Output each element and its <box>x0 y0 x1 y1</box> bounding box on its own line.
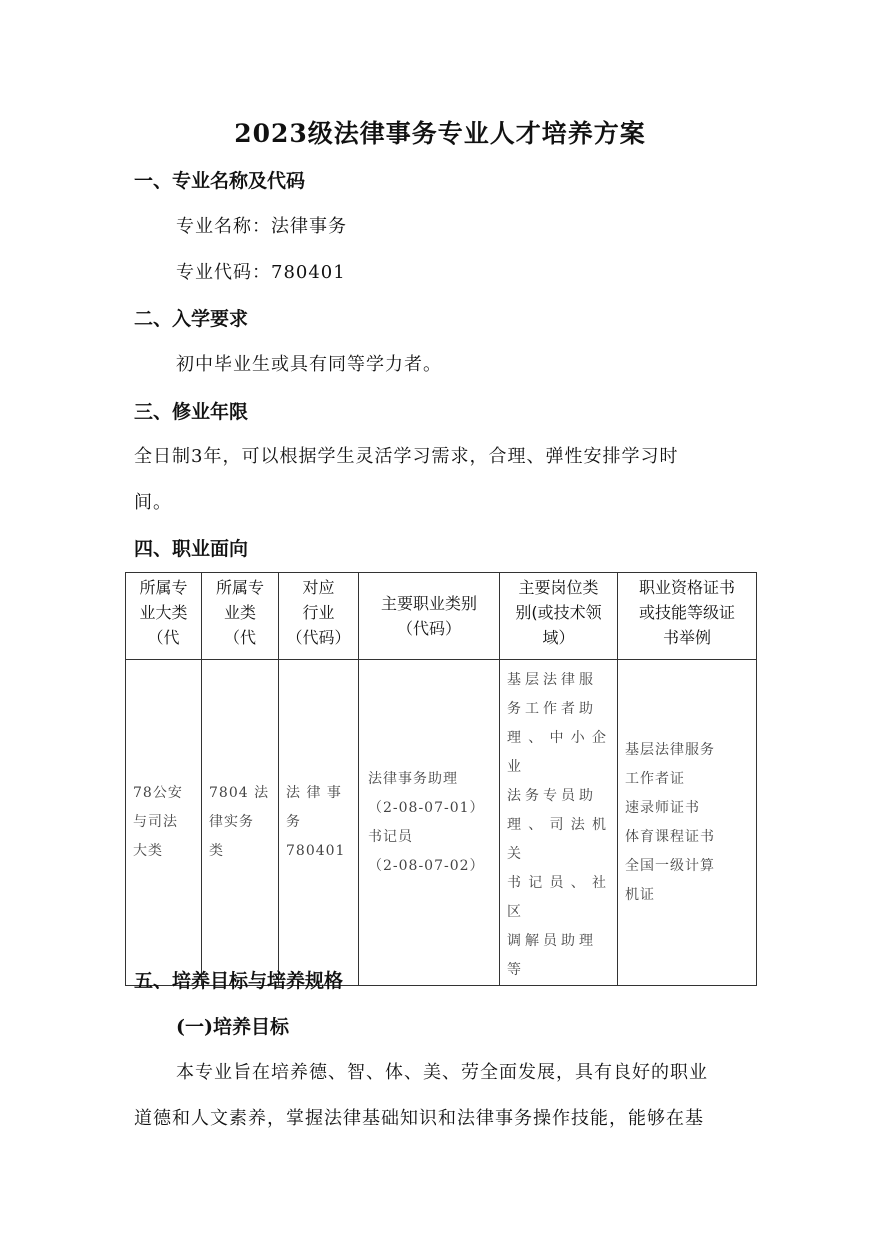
admission-text: 初中毕业生或具有同等学力者。 <box>176 354 442 375</box>
goal-text-line-1: 本专业旨在培养德、智、体、美、劳全面发展，具有良好的职业 <box>176 1062 708 1083</box>
header-occupation: 主要职业类别 （代码） <box>359 573 500 660</box>
sub-heading-goal: (一)培养目标 <box>176 1016 289 1038</box>
cell-industry: 法 律 事 务 780401 <box>279 660 359 986</box>
cell-occupation: 法律事务助理 （2-08-07-01） 书记员 （2-08-07-02） <box>359 660 500 986</box>
section-4-heading: 四、职业面向 <box>134 538 249 560</box>
major-name-line: 专业名称：法律事务 <box>176 216 347 237</box>
section-3-heading: 三、修业年限 <box>134 401 249 423</box>
goal-text-line-2: 道德和人文素养，掌握法律基础知识和法律事务操作技能，能够在基 <box>134 1108 704 1129</box>
table-row <box>126 660 757 986</box>
cell-certificates: 基层法律服务 工作者证 速录师证书 体育课程证书 全国一级计算 机证 <box>618 660 757 986</box>
table-header-row <box>126 573 757 660</box>
career-orientation-table <box>125 572 757 986</box>
section-5-heading: 五、培养目标与培养规格 <box>134 970 344 992</box>
header-positions: 主要岗位类 别(或技术领 域） <box>500 573 618 660</box>
section-2-heading: 二、入学要求 <box>134 308 249 330</box>
duration-text-line-2: 间。 <box>134 492 172 513</box>
header-certificates: 职业资格证书 或技能等级证 书举例 <box>618 573 757 660</box>
duration-text-line-1: 全日制3年，可以根据学生灵活学习需求，合理、弹性安排学习时 <box>134 446 679 467</box>
cell-positions: 基层法律服 务工作者助 理、中小企业 法务专员助 理、司法机关 书记员、社区 调解员助理 等 <box>500 660 618 986</box>
header-industry: 对应 行业 （代码） <box>279 573 359 660</box>
cell-major-class: 7804 法 律实务 类 <box>202 660 279 986</box>
major-code-line: 专业代码：780401 <box>176 262 346 283</box>
header-major-class: 所属专 业类 （代 <box>202 573 279 660</box>
section-1-heading: 一、专业名称及代码 <box>134 170 306 192</box>
cell-major-category: 78公安 与司法 大类 <box>126 660 202 986</box>
page-title: 2023级法律事务专业人才培养方案 <box>234 119 646 148</box>
header-major-category: 所属专 业大类 （代 <box>126 573 202 660</box>
